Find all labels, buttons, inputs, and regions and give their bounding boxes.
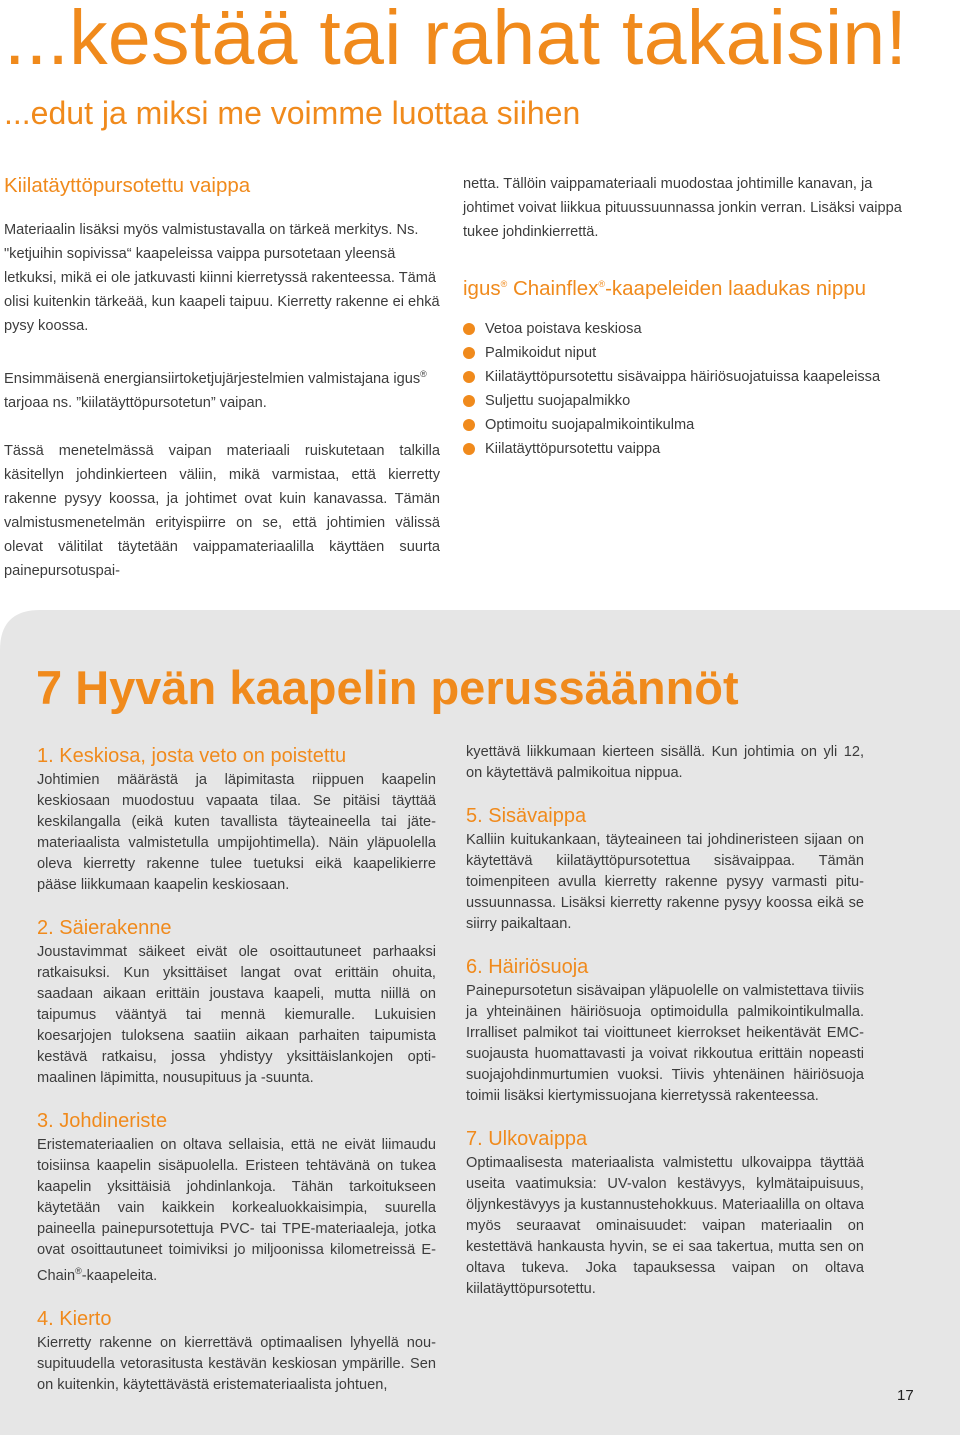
list-item	[463, 413, 903, 437]
list-item-text: Kiilatäyttöpursotettu vaippa	[485, 440, 661, 457]
list-item	[463, 437, 903, 461]
rule-title: 3. Johdineriste	[37, 1110, 168, 1132]
rule-text: Joustavimmat säikeet eivät ole osoittautuneet parhaaksi ratkaisuksi. Kun yksittäiset langat ovat erittäin ohuita, saadaan aikaan erittäin joustava kaapeli, mutta niillä on taipumus vääntyä tai mennä kiemuralle. Lukuisien koesarjojen tuloksena saatiin aikaan parhaiten taipumista kestävä ratkaisu, jossa yhdistyy yksittäislankojen optimaalinen läpimitta, nousupituus ja -suunta.	[37, 944, 436, 1086]
list-item	[463, 365, 903, 389]
rule-title: 2. Säierakenne	[37, 917, 172, 939]
rule-title: 5. Sisävaippa	[466, 805, 587, 827]
paragraph	[4, 362, 440, 415]
rule-text-part: -kaapeleita.	[81, 1267, 158, 1284]
left-column	[4, 172, 440, 583]
paragraph: Materiaalin lisäksi myös valmistustavalla on tärkeä merkitys. Ns. "ketjuihin sopivissa“ kaapeleissa vaippa pursotetaan yleensä letkuksi, mikä ei ole jatkuvasti kiinni kierretyssä rakenteessa. Tämä olisi kuitenkin tärkeää, kun kaapeli taipuu. Kierretty rakenne ei ehkä pysy koossa.	[4, 222, 440, 334]
list-item-text: Optimoitu suojapalmikointikulma	[485, 416, 695, 433]
rule-text: Optimaalisesta materiaalista valmistettu ulkovaippa täyttää useita vaatimuksia: UV-valon kestävyys, kylmätaipuisuus, öljynkestävyys ja kustannustehokkuus. Materiaalilla on oltava myös seuraavat ominaisuudet: vaipan materiaalin on kestettävä hankausta hyvin, se ei saa takertua, mutta sen on oltava tukeva. Joka tapauksessa vaipan on oltava kiilatäyttöpursotettu.	[466, 1155, 864, 1297]
paragraph: Tässä menetelmässä vaipan materiaali ruiskutetaan talkilla käsitellyn johdinkierteen väliin, mikä varmistaa, että kierretty rakenne pysyy koossa, ja johtimet ovat kuin kanavassa. Tämän valmistusmenetelmän erityispiirre on se, että johtimien välissä olevat välitilat täytetään vaippamateriaalilla käyttäen suurta painepursotuspai-	[4, 442, 440, 579]
rule-text: Johtimien määrästä ja läpimitasta riippuen kaapelin keskiosaan muodostuu vapaata tilaa. Se pitäisi täyttää keskilangalla (eikä kuten tavallista täyteaineella tai jätemateriaalista valmistetulla umpijohtimella). Näin yläpuolella oleva kierretty rakenne tulee tuetuksi eikä kaapelikierre pääse liikkumaan kaapelin keskiosaan.	[37, 772, 436, 893]
rule-title: 6. Häiriösuoja	[466, 956, 589, 978]
list-item-text: Suljettu suojapalmikko	[485, 392, 631, 409]
subheadline: ...edut ja miksi me voimme luottaa siihen	[4, 95, 581, 131]
headline: ...kestää tai rahat takaisin!	[4, 0, 908, 81]
rule-title: 4. Kierto	[37, 1307, 112, 1330]
rule-text	[37, 1135, 436, 1287]
bullet-dot-icon	[463, 323, 475, 335]
page-number: 17	[897, 1387, 914, 1404]
rule-title: 7. Ulkovaippa	[466, 1128, 588, 1150]
rules-title: 7 Hyvän kaapelin perussäännöt	[36, 661, 739, 714]
bullet-dot-icon	[463, 443, 475, 455]
bullet-dot-icon	[463, 395, 475, 407]
registered-mark: ®	[420, 369, 427, 379]
subtitle-text: Chainflex	[507, 276, 599, 300]
registered-mark: ®	[598, 279, 606, 289]
list-item-text: Kiilatäyttöpursotettu sisävaippa häiriösuojatuissa kaapeleissa	[485, 368, 881, 385]
rule-text: Kierretty rakenne on kierrettävä optimaalisen lyhyellä nousupituudella vetorasitusta kestävän keskiosan ympärille. Sen on kuitenkin, käytettävästä eristemateriaalista johtuen,	[37, 1334, 436, 1393]
registered-mark: ®	[75, 1266, 82, 1276]
rule-text: Painepursotetun sisävaipan yläpuolelle on valmistettava tiiviis ja yhteinäinen häiriösuoja optimoidulla palmikointikulmalla. Irralliset palmikot tai vioittuneet kierrokset heikentävät EMC-suojausta huomattavasti ja voivat rikkoutua erittäin nopeasti suojajohdinmurtumien vuoksi. Tiivis yhtenäinen häiriösuoja toimii lisäksi kiertymissuojana kierretyssä rakenteessa.	[466, 983, 864, 1104]
subtitle-text: igus	[463, 276, 501, 300]
section-subtitle	[463, 270, 903, 303]
list-item-text: Vetoa poistava keskiosa	[485, 320, 642, 337]
paragraph: netta. Tällöin vaippamateriaali muodostaa johtimille kanavan, ja johtimet voivat liikkua pituussuunnassa jonkin verran. Lisäksi vaippa tukee johdinkierrettä.	[463, 176, 902, 240]
rules-left-column	[37, 742, 436, 1396]
section-title: Kiilatäyttöpursotettu vaippa	[4, 174, 251, 197]
list-item-text: Palmikoidut niput	[485, 344, 597, 361]
subtitle-text: -kaapeleiden laadukas nippu	[605, 276, 867, 300]
bullet-dot-icon	[463, 371, 475, 383]
list-item	[463, 317, 903, 341]
rule-text-part: Eristemateriaalien on oltava sellaisia, että ne eivät liimaudu toisiinsa kaapelin sisäpuolella. Eristeen tehtävänä on tukea kaapelin yksittäisiä johdinlankoja. Tähän tarkoitukseen käytetään vain kaikkein korkealuokkaisimpia, suurella paineella painepursotettuja PVC- tai TPE-materiaaleja, jotka ovat osoittautuneet toimiviksi jo miljoonissa kilometreissä E-Chain	[37, 1137, 436, 1284]
rule-text: Kalliin kuitukankaan, täyteaineen tai johdineristeen sijaan on käytettävä kiilatäyttöpursotettua sisävaippaa. Tämän toimenpiteen avulla kierretty rakenne pysyy varmasti pituussuunnassa. Lisäksi kierretty rakenne pysyy koossa eikä se siirry paikaltaan.	[466, 832, 864, 932]
rules-right-column	[466, 742, 864, 1300]
registered-mark: ®	[500, 279, 508, 289]
rule-title: 1. Keskiosa, josta veto on poistettu	[37, 745, 347, 767]
feature-list	[463, 317, 903, 461]
paragraph-text: tarjoaa ns. ”kiilatäyttöpursotetun” vaipan.	[4, 394, 267, 411]
list-item	[463, 389, 903, 413]
bullet-dot-icon	[463, 347, 475, 359]
list-item	[463, 341, 903, 365]
rule-text: kyettävä liikkumaan kierteen sisällä. Kun johtimia on yli 12, on käytettävä palmikoitua nippua.	[466, 744, 864, 781]
right-column	[463, 172, 903, 461]
paragraph-text: Ensimmäisenä energiansiirtoketjujärjestelmien valmistajana igus	[4, 370, 421, 387]
bullet-dot-icon	[463, 419, 475, 431]
